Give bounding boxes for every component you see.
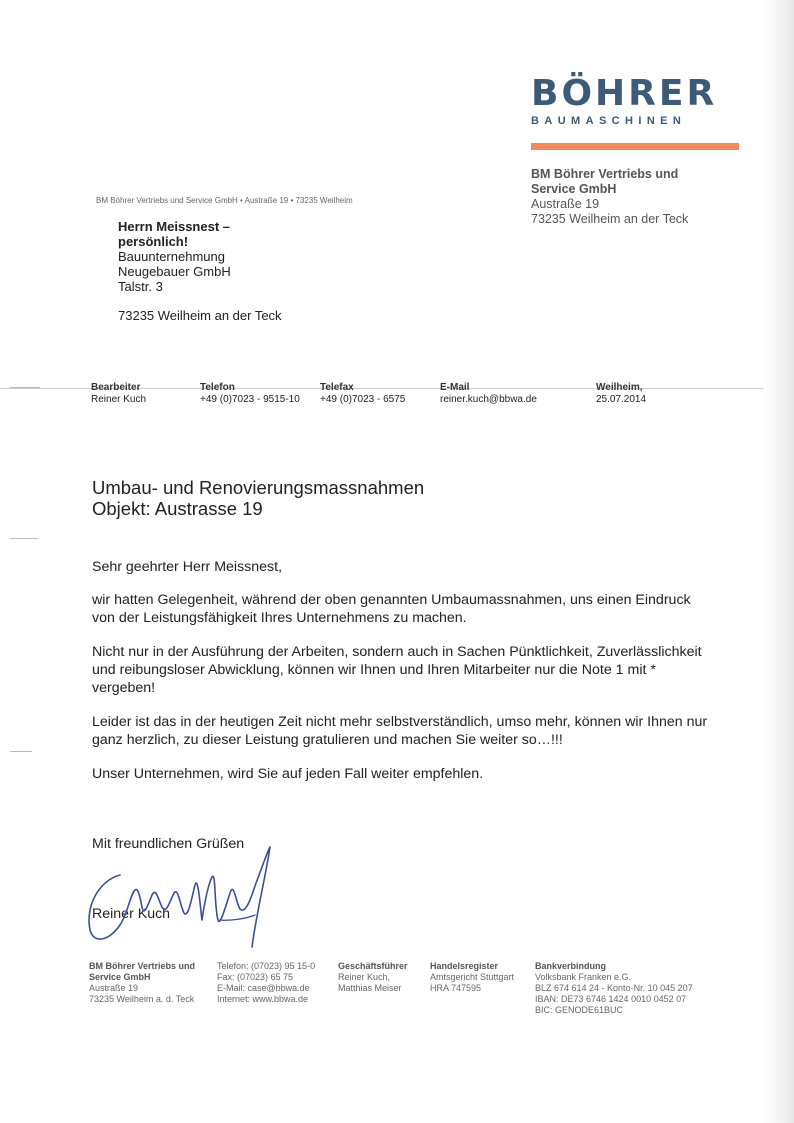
closing-phrase: Mit freundlichen Grüßen [92,836,245,852]
ref-email [440,382,537,406]
footer-phone: Telefon: (07023) 95 15-0 [217,961,316,971]
subject-line1: Umbau- und Renovierungsmassnahmen [92,477,425,498]
footer-web: Internet: www.bbwa.de [217,994,309,1004]
company-logo-wordmark: BÖHRER [531,73,718,114]
company-logo-subtitle: BAUMASCHINEN [531,115,687,127]
footer-management-label: Geschäftsführer [338,961,408,971]
footer-fax: Fax: (07023) 65 75 [217,972,294,982]
ref-fax-label: Telefax [320,382,354,393]
recipient-line1: Herrn Meissnest – [118,219,230,234]
letter-subject [92,477,424,519]
sender-street: Austraße 19 [531,197,600,211]
sender-city: 73235 Weilheim an der Teck [531,212,689,226]
ref-phone-value: +49 (0)7023 - 9515-10 [200,394,300,405]
ref-date-value: 25.07.2014 [596,394,647,405]
fold-mark-bottom [10,751,32,752]
recipient-line4: Neugebauer GmbH [118,264,231,279]
handwritten-signature-icon [80,835,280,955]
ref-fax [320,382,405,406]
footer-company-line2: Service GmbH [89,972,151,982]
logo-accent-bar [531,143,739,150]
footer-management [338,961,408,994]
salutation: Sehr geehrter Herr Meissnest, [92,559,283,575]
footer-company [89,961,195,1005]
ref-handler [91,382,146,406]
return-address-line: BM Böhrer Vertriebs und Service GmbH • Austraße 19 • 73235 Weilheim [96,196,353,205]
ref-phone-label: Telefon [200,382,235,393]
footer-email: E-Mail: case@bbwa.de [217,983,310,993]
footer-company-city: 73235 Weilheim a. d. Teck [89,994,195,1004]
ref-fax-value: +49 (0)7023 - 6575 [320,394,406,405]
footer-register-court: Amtsgericht Stuttgart [430,972,515,982]
signer-name: Reiner Kuch [92,906,171,922]
ref-phone [200,382,300,406]
recipient-line6: 73235 Weilheim an der Teck [118,308,282,323]
footer-register-number: HRA 747595 [430,983,482,993]
body-paragraph-1: wir hatten Gelegenheit, während der oben genannten Umbaumassnahmen, uns einen Eindruck von der Leistungsfähigkeit Ihres Unternehmens zu machen. [92,592,691,626]
recipient-line2: persönlich! [118,234,189,249]
ref-handler-label: Bearbeiter [91,382,141,393]
scan-page-edge [764,0,794,1123]
footer-company-line1: BM Böhrer Vertriebs und [89,961,196,971]
footer-register-label: Handelsregister [430,961,499,971]
body-paragraph-3: Leider ist das in der heutigen Zeit nicht mehr selbstverständlich, umso mehr, können wir Ihnen nur ganz herzlich, zu dieser Leistung gratulieren und machen Sie weiter so…!!! [92,714,708,748]
sender-name-line2: Service GmbH [531,182,617,196]
sender-address-block [531,167,688,227]
footer-bank-name: Volksbank Franken e.G. [535,972,632,982]
footer-management-1: Reiner Kuch, [338,972,391,982]
footer-company-street: Austraße 19 [89,983,139,993]
letter-body [92,558,712,799]
ref-email-label: E-Mail [440,382,470,393]
footer-management-2: Matthias Meiser [338,983,402,993]
body-paragraph-2: Nicht nur in der Ausführung der Arbeiten, sondern auch in Sachen Pünktlichkeit, Zuverlässlichkeit und reibungsloser Abwicklung, können wir Ihnen und Ihren Mitarbeiter nur die Note 1 mit * vergeben! [92,644,702,696]
ref-date [596,382,646,406]
body-paragraph-4: Unser Unternehmen, wird Sie auf jeden Fall weiter empfehlen. [92,766,484,782]
footer-bank-blz: BLZ 674 614 24 - Konto-Nr. 10 045 207 [535,983,693,993]
fold-mark-middle [10,538,38,539]
subject-line2: Objekt: Austrasse 19 [92,498,263,519]
footer-bank [535,961,693,1016]
footer-bank-iban: IBAN: DE73 6746 1424 0010 0452 07 [535,994,687,1004]
footer-register [430,961,514,994]
ref-handler-value: Reiner Kuch [91,394,147,405]
recipient-address-block [118,219,282,323]
ref-place-label: Weilheim, [596,382,643,393]
sender-name-line1: BM Böhrer Vertriebs und [531,167,679,181]
recipient-line3: Bauunternehmung [118,249,225,264]
footer-contact [217,961,315,1005]
ref-email-value: reiner.kuch@bbwa.de [440,394,537,405]
footer-bank-bic: BIC: GENODE61BUC [535,1005,624,1015]
footer-bank-label: Bankverbindung [535,961,607,971]
recipient-line5: Talstr. 3 [118,279,163,294]
